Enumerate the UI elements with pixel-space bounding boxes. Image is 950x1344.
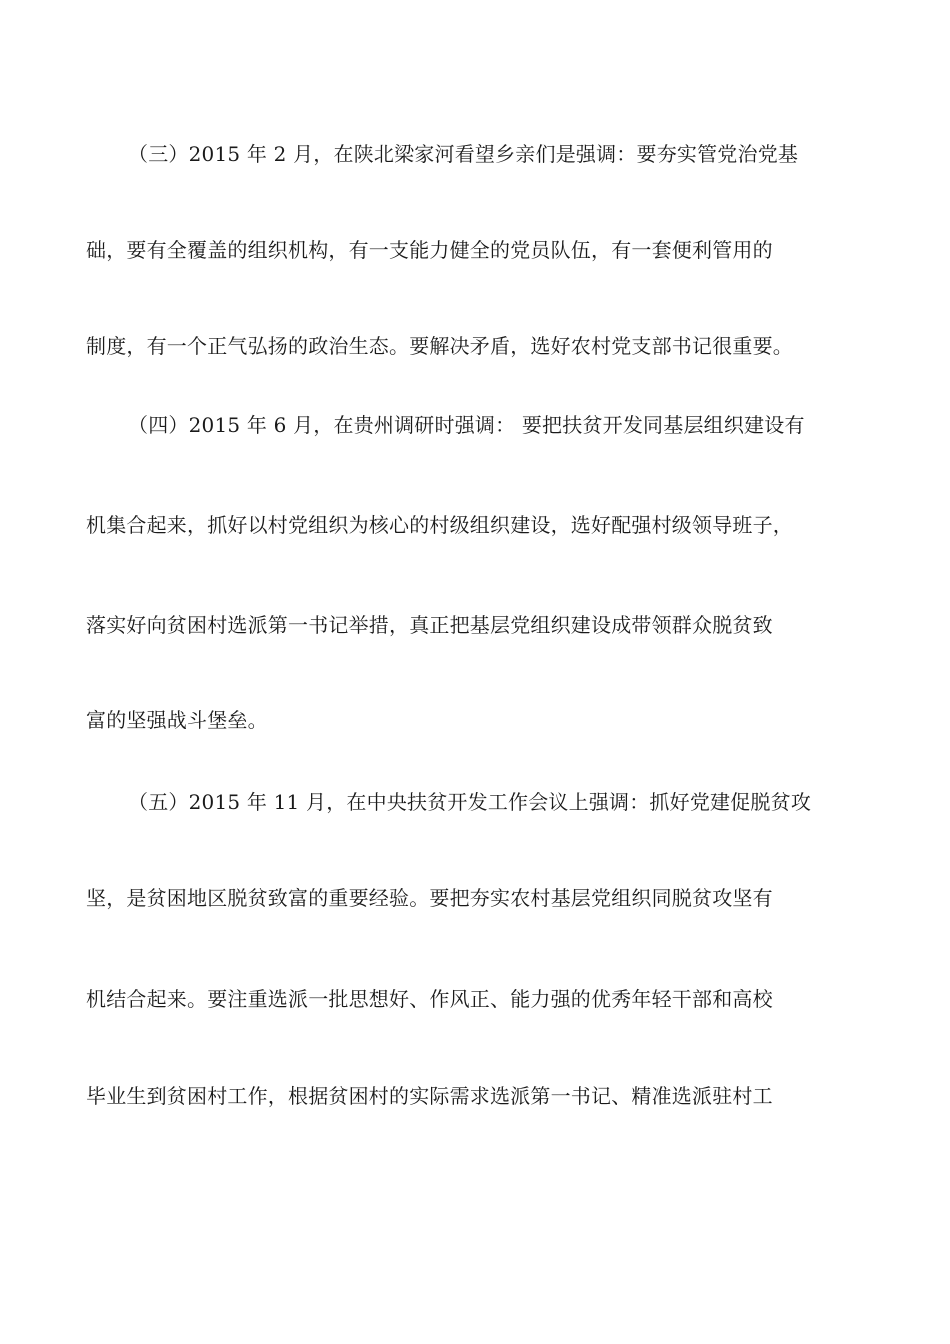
paragraph-3-line-3: 制度，有一个正气弘扬的政治生态。要解决矛盾，选好农村党支部书记很重要。 (86, 334, 793, 358)
paragraph-5-line-2: 坚，是贫困地区脱贫致富的重要经验。要把夯实农村基层党组织同脱贫攻坚有 (86, 886, 773, 910)
paragraph-3-line-1: （三）2015 年 2 月，在陕北梁家河看望乡亲们是强调：要夯实管党治党基 (128, 142, 799, 166)
paragraph-4-line-3: 落实好向贫困村选派第一书记举措，真正把基层党组织建设成带领群众脱贫致 (86, 613, 773, 637)
paragraph-4-line-2: 机集合起来，抓好以村党组织为核心的村级组织建设，选好配强村级领导班子， (86, 513, 793, 537)
paragraph-3-line-2: 础，要有全覆盖的组织机构，有一支能力健全的党员队伍，有一套便利管用的 (86, 238, 773, 262)
paragraph-5-line-4: 毕业生到贫困村工作，根据贫困村的实际需求选派第一书记、精准选派驻村工 (86, 1084, 773, 1108)
paragraph-5-line-1: （五）2015 年 11 月，在中央扶贫开发工作会议上强调：抓好党建促脱贫攻 (128, 790, 812, 814)
paragraph-5-line-3: 机结合起来。要注重选派一批思想好、作风正、能力强的优秀年轻干部和高校 (86, 987, 773, 1011)
paragraph-4-line-1: （四）2015 年 6 月，在贵州调研时强调： 要把扶贫开发同基层组织建设有 (128, 413, 805, 437)
paragraph-4-line-4: 富的坚强战斗堡垒。 (86, 708, 268, 732)
